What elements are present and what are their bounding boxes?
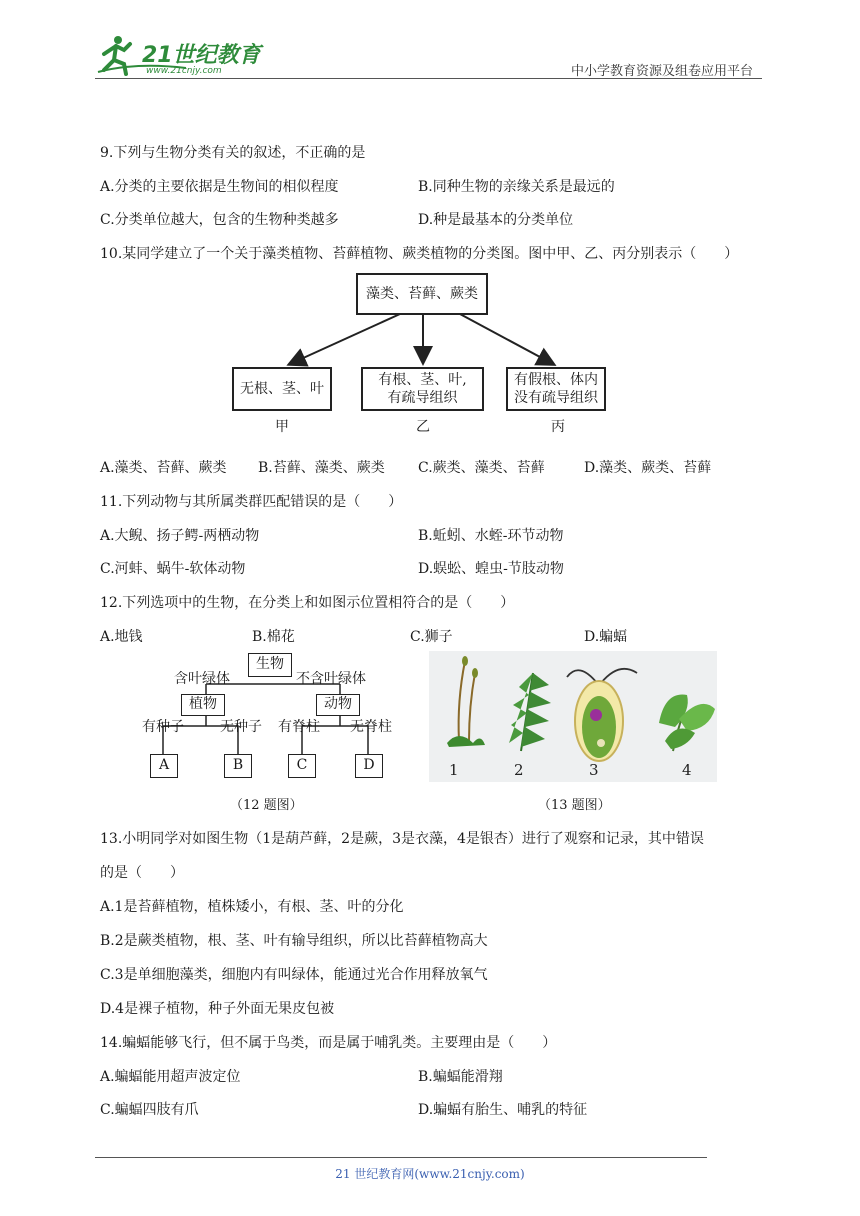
tree-animal-box (316, 694, 360, 716)
q9-option-c: C.分类单位越大，包含的生物种类越多 (100, 212, 339, 228)
tree-leaf-b (224, 754, 252, 778)
q10-option-b: B.苔藓、藻类、蕨类 (258, 460, 385, 476)
diagram-box-bing-line1: 有假根、体内 (514, 372, 598, 388)
chlamydomonas-icon (567, 669, 637, 761)
q13-option-b: B.2是蕨类植物，根、茎、叶有输导组织，所以比苔藓植物高大 (100, 933, 488, 949)
tree-root-box (248, 653, 292, 677)
q9-option-a: A.分类的主要依据是生物间的相似程度 (100, 179, 339, 195)
q14-option-a: A.蝙蝠能用超声波定位 (100, 1069, 241, 1085)
q11-option-b: B.蚯蚓、水蛭-环节动物 (418, 528, 564, 544)
photo-number-2: 2 (514, 761, 524, 779)
tree-leaf-a-text: A (158, 757, 170, 773)
q14-stem: 14.蝙蝠能够飞行，但不属于鸟类，而是属于哺乳类。主要理由是（ ） (100, 1035, 557, 1051)
tree-leaf-d (355, 754, 383, 778)
logo-url: www.21cnjy.com (146, 66, 222, 76)
q12-option-d: D.蝙蝠 (584, 629, 628, 645)
tree-label-has-seed: 有种子 (142, 719, 184, 735)
tree-label-no-seed: 无种子 (220, 719, 262, 735)
tree-label-chlorophyll: 含叶绿体 (174, 671, 230, 687)
q11-option-c: C.河蚌、蜗牛-软体动物 (100, 561, 246, 577)
tree-leaf-d-text: D (363, 757, 375, 773)
q14-option-c: C.蝙蝠四肢有爪 (100, 1102, 199, 1118)
photo-number-1: 1 (449, 761, 459, 779)
diagram-box-yi-line2: 有疏导组织 (387, 390, 458, 406)
diagram-label-yi: 乙 (416, 419, 430, 435)
q13-option-d: D.4是裸子植物，种子外面无果皮包被 (100, 1001, 335, 1017)
diagram-label-bing: 丙 (551, 419, 565, 435)
tree-leaf-b-text: B (232, 757, 244, 773)
logo-text: 21世纪教育 (142, 43, 261, 68)
q13-option-c: C.3是单细胞藻类，细胞内有叫绿体，能通过光合作用释放氧气 (100, 967, 488, 983)
tree-plant-text: 植物 (189, 696, 217, 712)
q10-option-c: C.蕨类、藻类、苔藓 (418, 460, 545, 476)
q14-option-d: D.蝙蝠有胎生、哺乳的特征 (418, 1102, 588, 1118)
photo-number-4: 4 (682, 761, 692, 779)
q12-option-c: C.狮子 (410, 629, 453, 645)
q13-stem-line2: 的是（ ） (100, 865, 184, 881)
ginkgo-icon (659, 695, 715, 751)
diagram-box-yi-line1: 有根、茎、叶, (378, 372, 467, 388)
q11-stem: 11.下列动物与其所属类群匹配错误的是（ ） (100, 494, 403, 510)
q14-option-b: B.蝙蝠能滑翔 (418, 1069, 503, 1085)
tree-plant-box (181, 694, 225, 716)
tree-leaf-c (288, 754, 316, 778)
q13-option-a: A.1是苔藓植物，植株矮小，有根、茎、叶的分化 (100, 899, 404, 915)
q9-option-d: D.种是最基本的分类单位 (418, 212, 574, 228)
q11-option-a: A.大鲵、扬子鳄-两栖动物 (100, 528, 260, 544)
tree-leaf-a (150, 754, 178, 778)
q10-option-a: A.藻类、苔藓、蕨类 (100, 460, 227, 476)
moss-icon (447, 656, 485, 747)
tree-animal-text: 动物 (324, 696, 352, 712)
q9-option-b: B.同种生物的亲缘关系是最远的 (418, 179, 615, 195)
q10-option-d: D.藻类、蕨类、苔藓 (584, 460, 712, 476)
q12-stem: 12.下列选项中的生物，在分类上和如图示位置相符合的是（ ） (100, 595, 515, 611)
q13-organisms-photo (429, 651, 717, 782)
fern-icon (509, 673, 551, 751)
tree-label-no-chlorophyll: 不含叶绿体 (296, 671, 366, 687)
diagram-top-text: 藻类、苔藓、蕨类 (366, 286, 478, 302)
q11-option-d: D.蜈蚣、蝗虫-节肢动物 (418, 561, 564, 577)
q12-caption: （12 题图） (230, 798, 303, 813)
q13-caption: （13 题图） (538, 798, 611, 813)
diagram-box-jia-text: 无根、茎、叶 (240, 381, 324, 397)
header-platform-text: 中小学教育资源及组卷应用平台 (571, 64, 754, 79)
tree-leaf-c-text: C (296, 757, 308, 773)
photo-number-3: 3 (589, 761, 599, 779)
tree-root-text: 生物 (256, 656, 284, 672)
footer-site-text: 21 世纪教育网(www.21cnjy.com) (335, 1167, 525, 1181)
q13-stem-line1: 13.小明同学对如图生物（1是葫芦藓，2是蕨，3是衣藻，4是银杏）进行了观察和记录，其中错误 (100, 831, 704, 847)
organisms-illustration-icon (429, 651, 717, 782)
diagram-box-bing-line2: 没有疏导组织 (514, 390, 598, 406)
diagram-label-jia: 甲 (275, 419, 289, 435)
q9-stem: 9.下列与生物分类有关的叙述，不正确的是 (100, 145, 366, 161)
tree-label-has-spine: 有脊柱 (278, 719, 320, 735)
q12-option-a: A.地钱 (100, 629, 143, 645)
footer-divider (95, 1157, 707, 1158)
q10-stem: 10.某同学建立了一个关于藻类植物、苔藓植物、蕨类植物的分类图。图中甲、乙、丙分别表示（ ） (100, 246, 739, 262)
tree-label-no-spine: 无脊柱 (350, 719, 392, 735)
q12-option-b: B.棉花 (252, 629, 295, 645)
